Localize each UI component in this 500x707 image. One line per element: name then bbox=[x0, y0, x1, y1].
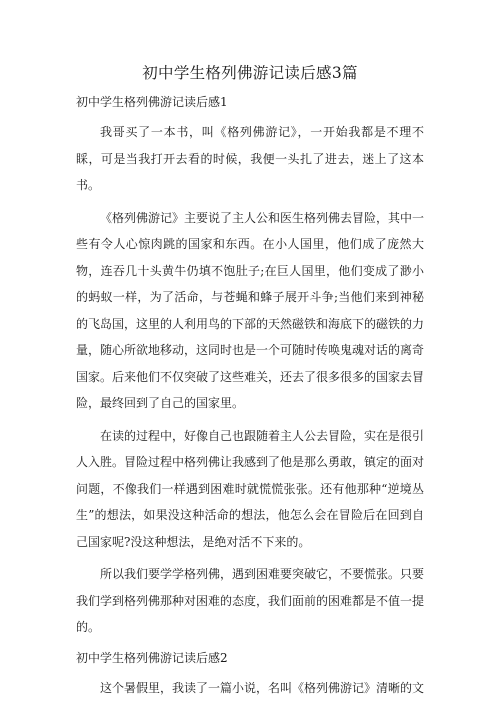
document-title: 初中学生格列佛游记读后感3篇 bbox=[142, 64, 358, 82]
section-heading: 初中学生格列佛游记读后感1 bbox=[76, 95, 228, 109]
paragraph: 我哥买了一本书，叫《格列佛游记》，一开始我都是不理不睬，可是当我打开去看的时候，我便一头扎了进去，迷上了这本书。 bbox=[76, 125, 424, 192]
paragraph: 《格列佛游记》主要说了主人公和医生格列佛去冒险，其中一些有令人心惊肉跳的国家和东西。在小人国里，他们成了庞然大物，连吞几十头黄牛仍填不饱肚子;在巨人国里，他们变成了渺小的蚂蚁一样，为了活命，与苍蝇和蜂子展开斗争;当他们来到神秘的飞岛国，这里的人利用鸟的下部的天然磁铁和海底下的磁铁的力量，随心所欲地移动，这同时也是一个可随时传唤鬼魂对话的离奇国家。后来他们不仅突破了这些难关，还去了很多很多的国家去冒险，最终回到了自己的国家里。 bbox=[76, 210, 425, 410]
section-1 bbox=[76, 91, 424, 641]
paragraph: 这个暑假里，我读了一篇小说，名叫《格列佛游记》清晰的文 bbox=[100, 680, 425, 695]
section-heading: 初中学生格列佛游记读后感2 bbox=[76, 650, 228, 665]
section-2 bbox=[76, 647, 424, 702]
paragraph: 所以我们要学学格列佛，遇到困难要突破它，不要慌张。只要我们学到格列佛那种对困难的态度，我们面前的困难都是不值一提的。 bbox=[76, 567, 425, 634]
paragraph: 在读的过程中，好像自己也跟随着主人公去冒险，实在是很引人入胜。冒险过程中格列佛让我感到了他是那么勇敢，镇定的面对问题，不像我们一样遇到困难时就慌慌张张。还有他那种“逆境丛生”的想法，如果没这种活命的想法，他怎么会在冒险后在回到自己国家呢?没这种想法，是绝对活不下来的。 bbox=[76, 428, 425, 549]
